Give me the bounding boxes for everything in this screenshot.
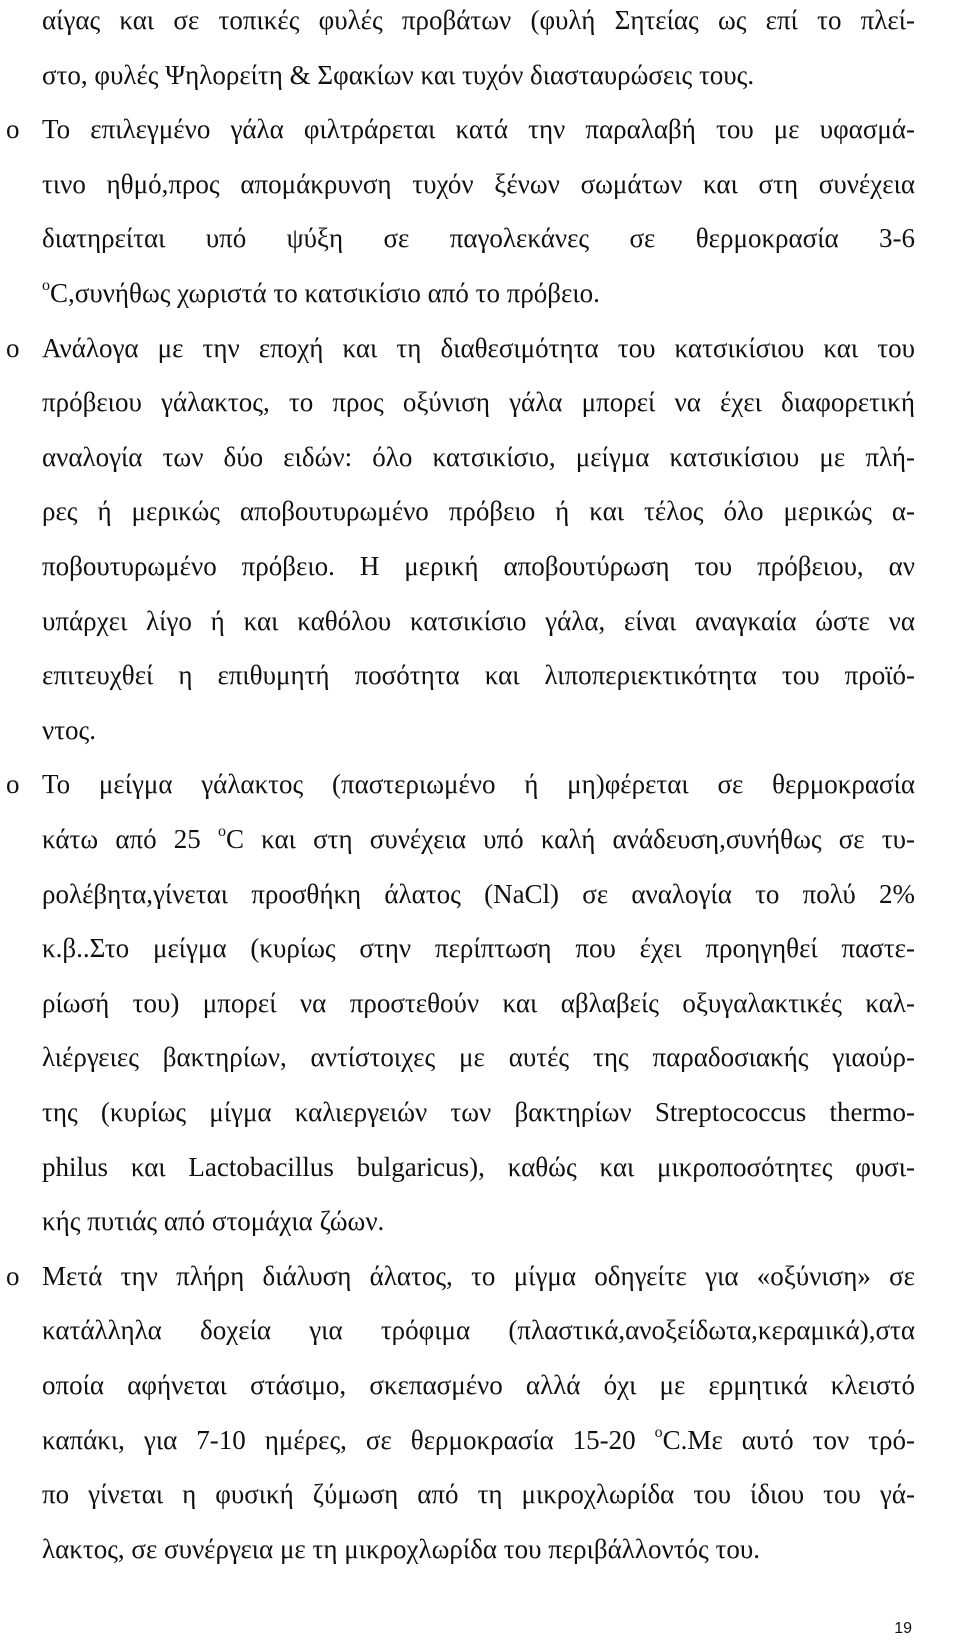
text-line — [42, 550, 915, 582]
text-segment: κ.β..Στο μείγμα (κυρίως στην περίπτωση που έχει προηγηθεί παστε- — [42, 933, 915, 963]
text-line — [42, 332, 915, 364]
text-segment: κής πυτιάς από στομάχια ζώων. — [42, 1206, 385, 1236]
text-segment: ποβουτυρωμένο πρόβειο. Η μερική αποβουτύρωση του πρόβειου, αν — [42, 551, 915, 581]
text-segment: C,συνήθως χωριστά το κατσικίσιο από το πρόβειο. — [50, 278, 600, 308]
text-segment: λακτος, σε συνέργεια με τη μικροχλωρίδα του περιβάλλοντός του. — [42, 1534, 760, 1564]
text-segment: ντος. — [42, 715, 96, 745]
text-line — [42, 386, 915, 418]
bullet-marker: o — [6, 1261, 20, 1291]
text-segment: Ανάλογα με την εποχή και τη διαθεσιμότητα του κατσικίσιου και του — [42, 333, 915, 363]
text-line — [42, 1424, 915, 1456]
text-segment: πο γίνεται η φυσική ζύμωση από τη μικροχλωρίδα του ίδιου του γά- — [42, 1479, 915, 1509]
text-segment: τινο ηθμό,προς απομάκρυνση τυχόν ξένων σωμάτων και στη συνέχεια — [42, 169, 915, 199]
text-line — [42, 1478, 915, 1510]
degree-superscript: o — [654, 1424, 663, 1441]
text-line — [42, 1260, 915, 1292]
text-line — [42, 714, 96, 746]
text-line — [42, 4, 915, 36]
text-line — [42, 168, 915, 200]
text-line — [42, 222, 915, 254]
text-line — [42, 59, 754, 91]
text-line — [42, 1533, 760, 1565]
text-segment: αίγας και σε τοπικές φυλές προβάτων (φυλή Σητείας ως επί το πλεί- — [42, 5, 915, 35]
text-line — [42, 1205, 384, 1237]
text-line — [42, 1314, 915, 1346]
text-segment: κατάλληλα δοχεία για τρόφιμα (πλαστικά,ανοξείδωτα,κεραμικά),στα — [42, 1315, 915, 1345]
text-line — [42, 277, 600, 309]
degree-superscript: o — [217, 823, 226, 840]
text-segment: Το μείγμα γάλακτος (παστεριωμένο ή μη)φέρεται σε θερμοκρασία — [42, 769, 915, 799]
bullet-marker: o — [6, 114, 20, 144]
text-line — [42, 823, 915, 855]
text-line — [42, 1369, 915, 1401]
text-segment: κάτω από 25 — [42, 824, 218, 854]
text-segment: καπάκι, για 7-10 ημέρες, σε θερμοκρασία 15-20 — [42, 1425, 655, 1455]
text-segment: οποία αφήνεται στάσιμο, σκεπασμένο αλλά όχι με ερμητικά κλειστό — [42, 1370, 915, 1400]
text-segment: ρες ή μερικώς αποβουτυρωμένο πρόβειο ή και τέλος όλο μερικώς α- — [42, 496, 915, 526]
text-line — [42, 605, 915, 637]
text-segment: διατηρείται υπό ψύξη σε παγολεκάνες σε θερμοκρασία 3-6 — [42, 223, 915, 253]
text-segment: ρίωσή του) μπορεί να προστεθούν και αβλαβείς οξυγαλακτικές καλ- — [42, 988, 915, 1018]
text-line — [42, 1096, 915, 1128]
text-segment: επιτευχθεί η επιθυμητή ποσότητα και λιποπεριεκτικότητα του προϊό- — [42, 660, 915, 690]
text-segment: αναλογία των δύο ειδών: όλο κατσικίσιο, μείγμα κατσικίσιου με πλή- — [42, 442, 915, 472]
text-line — [42, 659, 915, 691]
text-segment: υπάρχει λίγο ή και καθόλου κατσικίσιο γάλα, είναι αναγκαία ώστε να — [42, 606, 915, 636]
text-segment: C.Με αυτό τον τρό- — [662, 1425, 915, 1455]
bullet-marker: o — [6, 769, 20, 799]
text-line — [42, 1041, 915, 1073]
text-segment: λιέργειες βακτηρίων, αντίστοιχες με αυτές της παραδοσιακής γιαούρ- — [42, 1042, 915, 1072]
text-segment: της (κυρίως μίγμα καλιεργειών των βακτηρίων Streptococcus thermo- — [42, 1097, 915, 1127]
text-line — [42, 113, 915, 145]
text-segment: στο, φυλές Ψηλορείτη & Σφακίων και τυχόν διασταυρώσεις τους. — [42, 60, 755, 90]
text-line — [42, 495, 915, 527]
text-segment: philus και Lactobacillus bulgaricus), καθώς και μικροποσότητες φυσι- — [42, 1152, 915, 1182]
page-number: 19 — [894, 1620, 912, 1637]
degree-superscript: o — [42, 277, 50, 294]
text-line — [42, 878, 915, 910]
text-line — [42, 987, 915, 1019]
text-segment: πρόβειου γάλακτος, το προς οξύνιση γάλα μπορεί να έχει διαφορετική — [42, 387, 915, 417]
text-line — [42, 441, 915, 473]
text-line — [42, 768, 915, 800]
text-segment: Μετά την πλήρη διάλυση άλατος, το μίγμα οδηγείτε για «οξύνιση» σε — [42, 1261, 915, 1291]
text-segment: C και στη συνέχεια υπό καλή ανάδευση,συνήθως σε τυ- — [225, 824, 915, 854]
bullet-marker: o — [6, 333, 20, 363]
text-line — [42, 932, 915, 964]
text-line — [42, 1151, 915, 1183]
text-segment: ρολέβητα,γίνεται προσθήκη άλατος (NaCl) σε αναλογία το πολύ 2% — [42, 879, 915, 909]
text-segment: Το επιλεγμένο γάλα φιλτράρεται κατά την παραλαβή του με υφασμά- — [42, 114, 915, 144]
